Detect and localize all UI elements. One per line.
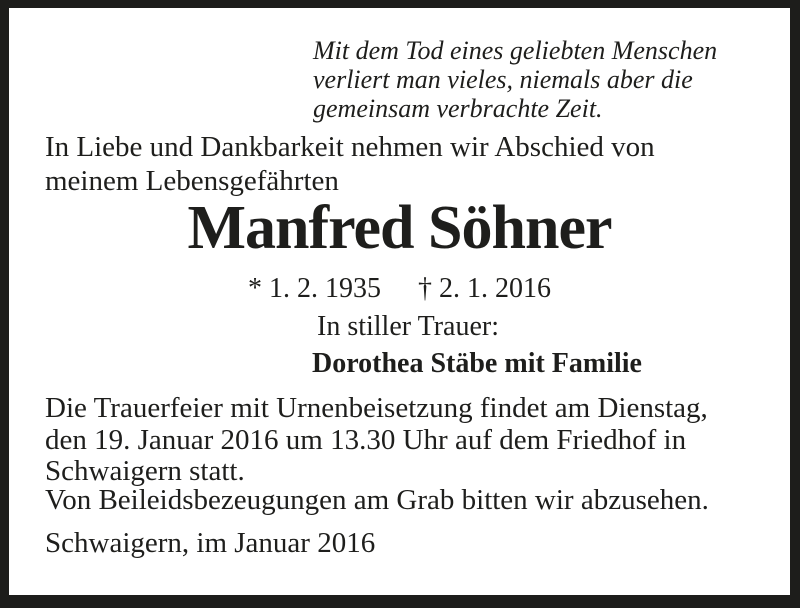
farewell-intro-line: meinem Lebensgefährten [45, 165, 339, 197]
obituary-page [9, 8, 790, 595]
mourning-label: In stiller Trauer: [317, 311, 499, 342]
mourners-name: Dorothea Stäbe mit Familie [312, 348, 642, 379]
farewell-intro [45, 130, 655, 198]
life-dates [9, 274, 790, 304]
funeral-details-line: den 19. Januar 2016 um 13.30 Uhr auf dem Friedhof in [45, 423, 687, 456]
birth-date: * 1. 2. 1935 [248, 273, 381, 304]
funeral-details-line: Schwaigern statt. [45, 455, 245, 487]
funeral-details [45, 393, 708, 488]
epigraph-line: gemeinsam verbrachte Zeit. [313, 94, 603, 123]
place-and-date: Schwaigern, im Januar 2016 [45, 527, 376, 559]
epigraph [313, 36, 717, 123]
epigraph-line: verliert man vieles, niemals aber die [313, 65, 693, 94]
funeral-details-line: Die Trauerfeier mit Urnenbeisetzung findet am Dienstag, [45, 392, 708, 424]
farewell-intro-line: In Liebe und Dankbarkeit nehmen wir Abschied von [45, 131, 655, 163]
epigraph-line: Mit dem Tod eines geliebten Menschen [313, 36, 718, 65]
death-date: † 2. 1. 2016 [418, 273, 551, 304]
deceased-name: Manfred Söhner [187, 194, 612, 262]
condolence-note: Von Beileidsbezeugungen am Grab bitten wir abzusehen. [45, 484, 709, 516]
